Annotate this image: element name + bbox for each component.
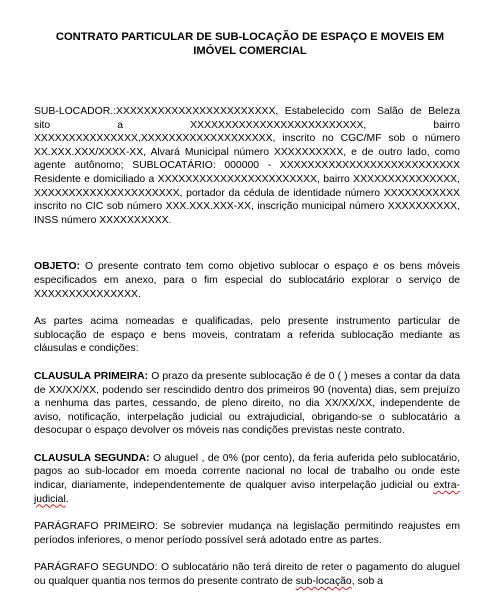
document-title: CONTRATO PARTICULAR DE SUB-LOCAÇÃO DE ESPAÇO E MOVEIS EM IMÓVEL COMERCIAL [55, 31, 445, 57]
clausula-segunda-label: CLAUSULA SEGUNDA: [34, 452, 150, 464]
objeto-label: OBJETO: [34, 261, 80, 273]
clausula-segunda-paragraph [34, 452, 460, 506]
parties-paragraph: SUB-LOCADOR.:XXXXXXXXXXXXXXXXXXXXXXX, Estabelecido com Salão de Beleza sito a XXXXXXXXXXXXXXXXXXXXXXXXX, bairro XXXXXXXXXXXXXXX,XXXXXXXXXXXXXXXXXXX, inscrito no CGC/MF sob o número XX.XXX.XXX/XXXX-XX, Alvará Municipal número XXXXXXXXXX, e de outro lado, como agente autônomo; SUBLOCATÁRIO: 000000 - XXXXXXXXXXXXXXXXXXXXXXXXXX Residente e domiciliado a XXXXXXXXXXXXXXXXXXXXXXX, bairro XXXXXXXXXXXXXXX, XXXXXXXXXXXXXXXXXXXXX, portador da cédula de identidade número XXXXXXXXXXX inscrito no CIC sob número XXX.XXX.XXX-XX, inscrição municipal número XXXXXXXXXX, INSS número XXXXXXXXXX. [34, 106, 460, 226]
clausula-primeira-label: CLAUSULA PRIMEIRA: [34, 370, 149, 382]
clausula-primeira-paragraph [34, 370, 460, 438]
spellcheck-word: extra-judicial [34, 480, 460, 505]
clausula-primeira-text: O prazo da presente sublocação é de 0 ( ) meses a contar da data de XX/XX/XX, podendo ser rescindido dentro dos primeiros 90 (noventa) dias, sem prejuízo a nenhuma das partes, cessando, de pleno direito, no dia XX/XX/XX, independente de aviso, notificação, interpelação judicial ou extrajudicial, obrigando-se o sublocatário a desocupar o espaço devolver os móveis nas condições previstas neste contrato. [34, 370, 461, 437]
clausula-segunda-text: O aluguel , de 0% (por cento), da feria auferida pelo sublocatário, pagos ao sub-locador em moeda corrente nacional no local de trabalho ou onde este indicar, diariamente, independentemente de qualquer aviso interpelação judicial ou [34, 452, 460, 492]
paragrafo-segundo-end: , sob a [351, 576, 383, 588]
paragrafo-segundo-text: PARÁGRAFO SEGUNDO: O sublocatário não terá direito de reter o pagamento do aluguel ou qualquer quantia nos termos do presente contrato de [34, 562, 460, 588]
paragrafo-segundo-paragraph [34, 561, 460, 588]
intro-paragraph: As partes acima nomeadas e qualificadas, pelo presente instrumento particular de sublocação de espaço e bens moveis, contratam a referida sublocação mediante as cláusulas e condições: [34, 316, 460, 355]
objeto-text: O presente contrato tem como objetivo sublocar o espaço e os bens móveis especificados em anexo, para o fim especial do sublocatário explorar o serviço de XXXXXXXXXXXXXXX. [34, 261, 460, 300]
objeto-paragraph [34, 260, 460, 301]
spellcheck-word: sub-locação [295, 576, 352, 588]
paragrafo-primeiro-paragraph: PARÁGRAFO PRIMEIRO: Se sobrevier mudança na legislação permitindo reajustes em períodos inferiores, o menor período possível será adotado entre as partes. [34, 521, 460, 546]
clausula-segunda-end: . [65, 493, 69, 505]
